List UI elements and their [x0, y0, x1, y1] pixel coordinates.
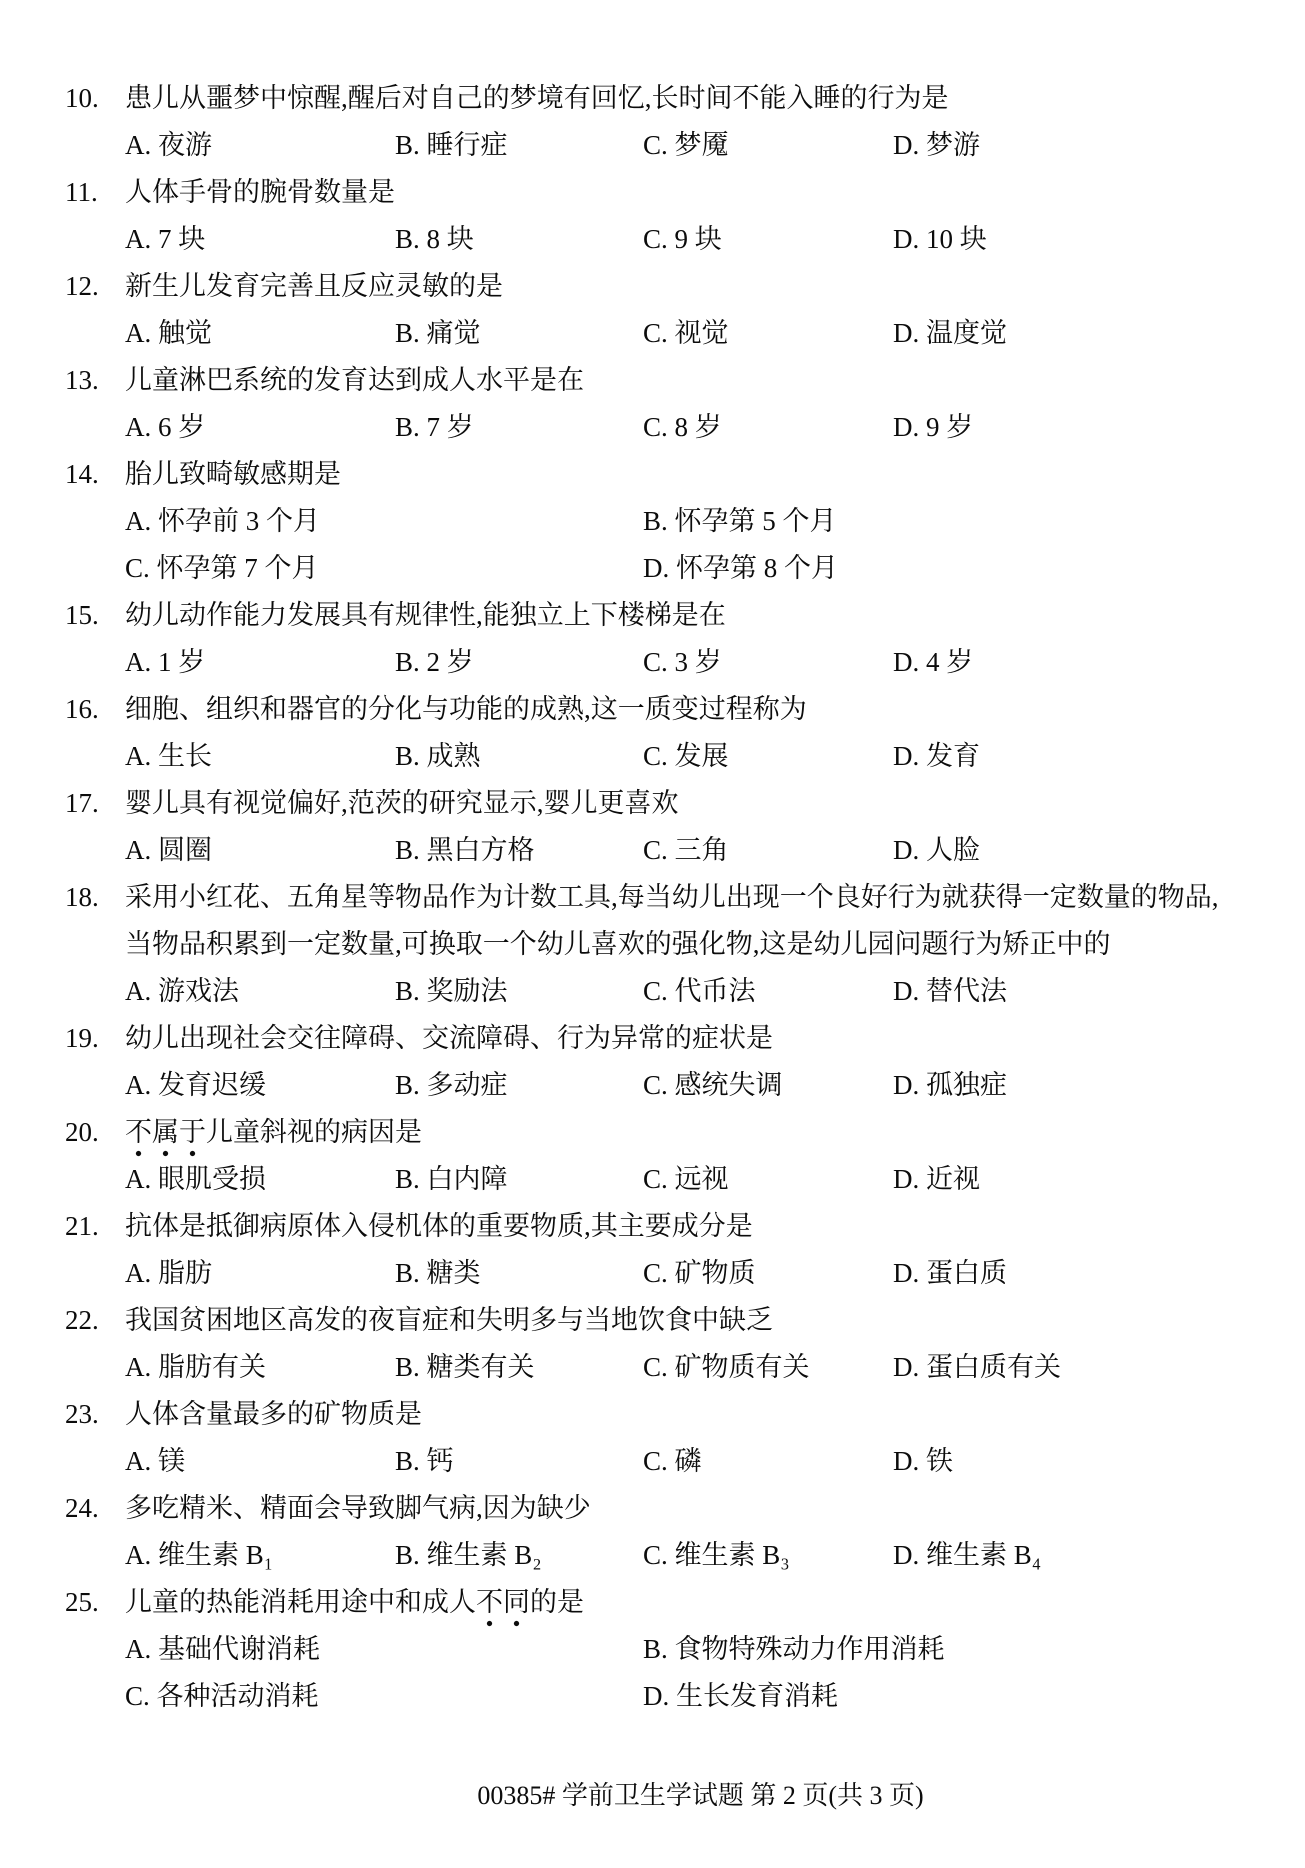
option-c: C. 各种活动消耗	[125, 1681, 319, 1711]
option-c: C. 感统失调	[643, 1070, 783, 1100]
question-number: 23.	[65, 1399, 99, 1429]
question-text	[125, 1117, 422, 1158]
question-text: 人体含量最多的矿物质是	[125, 1399, 422, 1429]
question-line	[0, 169, 1305, 216]
options-row	[0, 545, 1305, 592]
options-row	[0, 216, 1305, 263]
question-15	[0, 592, 1305, 686]
question-number: 24.	[65, 1493, 99, 1523]
option-b: B. 钙	[395, 1446, 454, 1476]
question-line	[0, 1109, 1305, 1156]
option-d: D. 生长发育消耗	[643, 1681, 838, 1711]
option-b: B. 黑白方格	[395, 835, 535, 865]
option-b: B. 8 块	[395, 224, 474, 254]
option-d: D. 发育	[893, 741, 980, 771]
option-d: D. 维生素 B₄	[893, 1540, 1042, 1570]
question-number: 15.	[65, 600, 99, 630]
option-a: A. 脂肪	[125, 1258, 212, 1288]
options-row	[0, 733, 1305, 780]
question-line	[0, 1579, 1305, 1626]
option-d: D. 梦游	[893, 130, 980, 160]
option-c: C. 矿物质有关	[643, 1352, 810, 1382]
question-line	[0, 1203, 1305, 1250]
options-row	[0, 1250, 1305, 1297]
options-row	[0, 1156, 1305, 1203]
emphasized-text: 不同	[476, 1587, 530, 1628]
question-line	[0, 357, 1305, 404]
question-text: 抗体是抵御病原体入侵机体的重要物质,其主要成分是	[125, 1211, 753, 1241]
question-number: 12.	[65, 271, 99, 301]
question-16	[0, 686, 1305, 780]
option-a: A. 1 岁	[125, 647, 206, 677]
question-17	[0, 780, 1305, 874]
question-text: 儿童淋巴系统的发育达到成人水平是在	[125, 365, 584, 395]
question-text: 人体手骨的腕骨数量是	[125, 177, 395, 207]
question-23	[0, 1391, 1305, 1485]
option-d: D. 9 岁	[893, 412, 974, 442]
options-row	[0, 1344, 1305, 1391]
question-19	[0, 1015, 1305, 1109]
question-number: 16.	[65, 694, 99, 724]
option-d: D. 怀孕第 8 个月	[643, 553, 838, 583]
question-line	[0, 686, 1305, 733]
question-text: 患儿从噩梦中惊醒,醒后对自己的梦境有回忆,长时间不能入睡的行为是	[125, 83, 949, 113]
question-line	[0, 451, 1305, 498]
emphasized-text: 不属于	[125, 1117, 206, 1158]
question-number: 19.	[65, 1023, 99, 1053]
question-number: 14.	[65, 459, 99, 489]
option-d: D. 蛋白质	[893, 1258, 1007, 1288]
question-text: 我国贫困地区高发的夜盲症和失明多与当地饮食中缺乏	[125, 1305, 773, 1335]
question-line	[0, 1391, 1305, 1438]
options-row	[0, 1062, 1305, 1109]
options-row	[0, 122, 1305, 169]
option-d: D. 近视	[893, 1164, 980, 1194]
option-a: A. 圆圈	[125, 835, 212, 865]
option-a: A. 怀孕前 3 个月	[125, 506, 320, 536]
question-line	[0, 1015, 1305, 1062]
option-c: C. 9 块	[643, 224, 722, 254]
option-b: B. 糖类有关	[395, 1352, 535, 1382]
option-b: B. 2 岁	[395, 647, 474, 677]
option-a: A. 脂肪有关	[125, 1352, 266, 1382]
question-text	[125, 1587, 584, 1628]
option-b: B. 痛觉	[395, 318, 481, 348]
option-a: A. 镁	[125, 1446, 185, 1476]
option-c: C. 三角	[643, 835, 729, 865]
question-10	[0, 75, 1305, 169]
question-number: 17.	[65, 788, 99, 818]
question-21	[0, 1203, 1305, 1297]
option-c: C. 矿物质	[643, 1258, 756, 1288]
option-c: C. 视觉	[643, 318, 729, 348]
question-text: 采用小红花、五角星等物品作为计数工具,每当幼儿出现一个良好行为就获得一定数量的物品,	[125, 882, 1219, 912]
option-b: B. 7 岁	[395, 412, 474, 442]
option-c: C. 3 岁	[643, 647, 722, 677]
options-row	[0, 404, 1305, 451]
question-13	[0, 357, 1305, 451]
option-d: D. 蛋白质有关	[893, 1352, 1061, 1382]
option-c: C. 维生素 B₃	[643, 1540, 790, 1570]
option-a: A. 触觉	[125, 318, 212, 348]
question-text: 胎儿致畸敏感期是	[125, 459, 341, 489]
option-b: B. 维生素 B₂	[395, 1540, 542, 1570]
option-c: C. 代币法	[643, 976, 756, 1006]
option-c: C. 磷	[643, 1446, 702, 1476]
question-text-rest: 儿童斜视的病因是	[206, 1117, 422, 1147]
option-a: A. 游戏法	[125, 976, 239, 1006]
question-number: 22.	[65, 1305, 99, 1335]
option-a: A. 维生素 B₁	[125, 1540, 274, 1570]
options-row	[0, 1532, 1305, 1579]
page-footer: 00385# 学前卫生学试题 第 2 页(共 3 页)	[477, 1781, 924, 1810]
question-12	[0, 263, 1305, 357]
question-text: 多吃精米、精面会导致脚气病,因为缺少	[125, 1493, 591, 1523]
option-c: C. 梦魇	[643, 130, 729, 160]
option-c: C. 发展	[643, 741, 729, 771]
question-20	[0, 1109, 1305, 1203]
option-b: B. 糖类	[395, 1258, 481, 1288]
options-row	[0, 310, 1305, 357]
question-number: 20.	[65, 1117, 99, 1147]
option-b: B. 睡行症	[395, 130, 508, 160]
option-a: A. 7 块	[125, 224, 206, 254]
question-line	[0, 1297, 1305, 1344]
question-number: 21.	[65, 1211, 99, 1241]
options-row	[0, 1673, 1305, 1720]
options-row	[0, 827, 1305, 874]
question-line	[0, 75, 1305, 122]
option-b: B. 多动症	[395, 1070, 508, 1100]
option-b: B. 白内障	[395, 1164, 508, 1194]
question-22	[0, 1297, 1305, 1391]
option-d: D. 孤独症	[893, 1070, 1007, 1100]
options-row	[0, 498, 1305, 545]
option-a: A. 基础代谢消耗	[125, 1634, 320, 1664]
question-14	[0, 451, 1305, 592]
question-text-rest: 的是	[530, 1587, 584, 1617]
question-number: 25.	[65, 1587, 99, 1617]
options-row	[0, 968, 1305, 1015]
option-d: D. 人脸	[893, 835, 980, 865]
question-line-continued	[0, 921, 1305, 968]
option-c: C. 8 岁	[643, 412, 722, 442]
question-line	[0, 263, 1305, 310]
question-18	[0, 874, 1305, 1015]
question-text-start: 儿童的热能消耗用途中和成人	[125, 1587, 476, 1617]
question-number: 10.	[65, 83, 99, 113]
option-a: A. 生长	[125, 741, 212, 771]
question-text: 当物品积累到一定数量,可换取一个幼儿喜欢的强化物,这是幼儿园问题行为矫正中的	[125, 929, 1111, 959]
question-text: 幼儿动作能力发展具有规律性,能独立上下楼梯是在	[125, 600, 726, 630]
option-a: A. 夜游	[125, 130, 212, 160]
option-b: B. 奖励法	[395, 976, 508, 1006]
question-text: 幼儿出现社会交往障碍、交流障碍、行为异常的症状是	[125, 1023, 773, 1053]
question-number: 11.	[65, 177, 98, 207]
question-number: 13.	[65, 365, 99, 395]
option-a: A. 眼肌受损	[125, 1164, 266, 1194]
option-d: D. 温度觉	[893, 318, 1007, 348]
question-line	[0, 1485, 1305, 1532]
option-d: D. 10 块	[893, 224, 987, 254]
question-text: 婴儿具有视觉偏好,范茨的研究显示,婴儿更喜欢	[125, 788, 679, 818]
question-line	[0, 874, 1305, 921]
option-a: A. 发育迟缓	[125, 1070, 266, 1100]
option-d: D. 4 岁	[893, 647, 974, 677]
option-b: B. 怀孕第 5 个月	[643, 506, 837, 536]
option-c: C. 远视	[643, 1164, 729, 1194]
question-24	[0, 1485, 1305, 1579]
option-d: D. 替代法	[893, 976, 1007, 1006]
question-11	[0, 169, 1305, 263]
option-b: B. 食物特殊动力作用消耗	[643, 1634, 945, 1664]
question-number: 18.	[65, 882, 99, 912]
options-row	[0, 639, 1305, 686]
question-line	[0, 592, 1305, 639]
question-line	[0, 780, 1305, 827]
question-text: 新生儿发育完善且反应灵敏的是	[125, 271, 503, 301]
question-text: 细胞、组织和器官的分化与功能的成熟,这一质变过程称为	[125, 694, 807, 724]
question-25	[0, 1579, 1305, 1720]
option-c: C. 怀孕第 7 个月	[125, 553, 319, 583]
option-a: A. 6 岁	[125, 412, 206, 442]
options-row	[0, 1438, 1305, 1485]
options-row	[0, 1626, 1305, 1673]
option-d: D. 铁	[893, 1446, 953, 1476]
option-b: B. 成熟	[395, 741, 481, 771]
